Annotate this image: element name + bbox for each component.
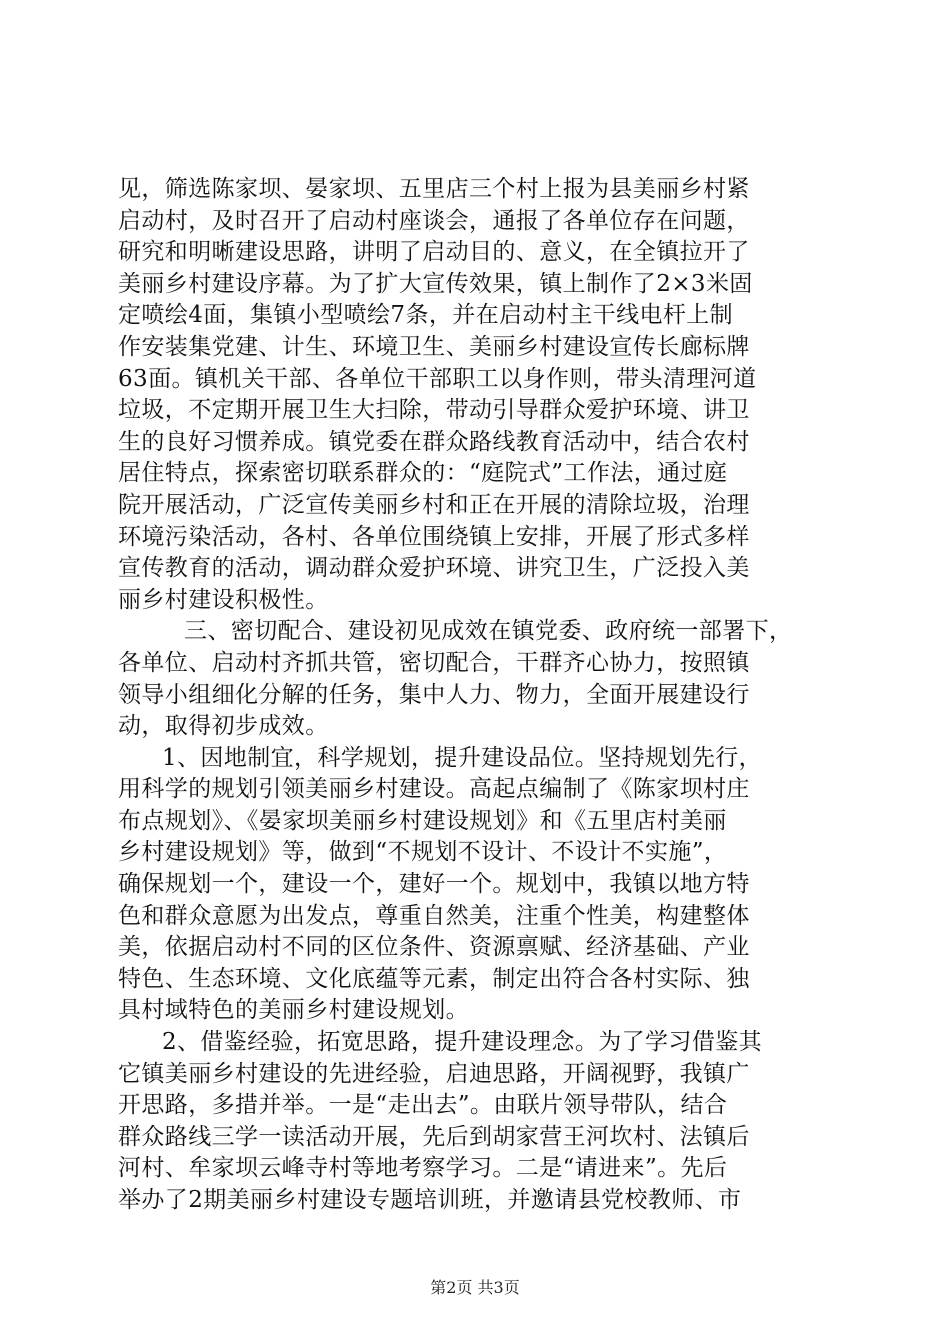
text-line: 河村、牟家坝云峰寺村等地考察学习。二是“请进来”。先后 bbox=[118, 1155, 728, 1182]
text-line: 宣传教育的活动，调动群众爱护环境、讲究卫生，广泛投入美 bbox=[118, 555, 750, 582]
text-line: 动，取得初步成效。 bbox=[118, 713, 329, 740]
text-line: 乡村建设规划》等，做到“不规划不设计、不设计不实施”， bbox=[118, 839, 728, 866]
page-number-footer: 第2页 共3页 bbox=[430, 1278, 520, 1297]
text-line: 居住特点，探索密切联系群众的：“庭院式”工作法，通过庭 bbox=[118, 460, 728, 487]
text-line: 布点规划》、《晏家坝美丽乡村建设规划》和《五里店村美丽 bbox=[118, 807, 727, 834]
text-line: 院开展活动，广泛宣传美丽乡村和正在开展的清除垃圾，治理 bbox=[118, 491, 750, 518]
section-heading-line: 三、密切配合、建设初见成效在镇党委、政府统一部署下， bbox=[184, 618, 793, 645]
paragraph-start-line: 1、因地制宜，科学规划，提升建设品位。坚持规划先行， bbox=[162, 744, 763, 771]
body-text bbox=[118, 174, 838, 1217]
text-line: 丽乡村建设积极性。 bbox=[118, 586, 329, 613]
text-line: 作安装集党建、计生、环境卫生、美丽乡村建设宣传长廊标牌 bbox=[118, 333, 750, 360]
text-line: 63面。镇机关干部、各单位干部职工以身作则，带头清理河道 bbox=[118, 365, 757, 392]
text-line: 色和群众意愿为出发点，尊重自然美，注重个性美，构建整体 bbox=[118, 902, 750, 929]
text-line: 生的良好习惯养成。镇党委在群众路线教育活动中，结合农村 bbox=[118, 428, 750, 455]
text-line: 特色、生态环境、文化底蕴等元素，制定出符合各村实际、独 bbox=[118, 965, 750, 992]
text-line: 垃圾，不定期开展卫生大扫除，带动引导群众爱护环境、讲卫 bbox=[118, 397, 750, 424]
text-line: 各单位、启动村齐抓共管，密切配合，干群齐心协力，按照镇 bbox=[118, 649, 750, 676]
text-line: 群众路线三学一读活动开展，先后到胡家营王河坎村、法镇后 bbox=[118, 1123, 750, 1150]
text-line: 领导小组细化分解的任务，集中人力、物力，全面开展建设行 bbox=[118, 681, 750, 708]
text-line: 具村域特色的美丽乡村建设规划。 bbox=[118, 997, 469, 1024]
text-line: 它镇美丽乡村建设的先进经验，启迪思路，开阔视野，我镇广 bbox=[118, 1060, 750, 1087]
text-line: 美，依据启动村不同的区位条件、资源禀赋、经济基础、产业 bbox=[118, 934, 750, 961]
text-line: 定喷绘4面，集镇小型喷绘7条，并在启动村主干线电杆上制 bbox=[118, 302, 734, 329]
text-line: 启动村，及时召开了启动村座谈会，通报了各单位存在问题， bbox=[118, 207, 750, 234]
text-line: 研究和明晰建设思路，讲明了启动目的、意义，在全镇拉开了 bbox=[118, 239, 750, 266]
text-line: 举办了2期美丽乡村建设专题培训班，并邀请县党校教师、市 bbox=[118, 1187, 742, 1213]
text-line: 开思路，多措并举。一是“走出去”。由联片领导带队，结合 bbox=[118, 1092, 728, 1119]
text-line: 美丽乡村建设序幕。为了扩大宣传效果，镇上制作了2×3米固 bbox=[118, 270, 753, 297]
paragraph-start-line: 2、借鉴经验，拓宽思路，提升建设理念。为了学习借鉴其 bbox=[162, 1029, 763, 1056]
text-line: 见，筛选陈家坝、晏家坝、五里店三个村上报为县美丽乡村紧 bbox=[118, 176, 750, 202]
text-line: 用科学的规划引领美丽乡村建设。高起点编制了《陈家坝村庄 bbox=[118, 776, 750, 803]
text-line: 环境污染活动，各村、各单位围绕镇上安排，开展了形式多样 bbox=[118, 523, 750, 550]
text-line: 确保规划一个，建设一个，建好一个。规划中，我镇以地方特 bbox=[118, 871, 750, 898]
